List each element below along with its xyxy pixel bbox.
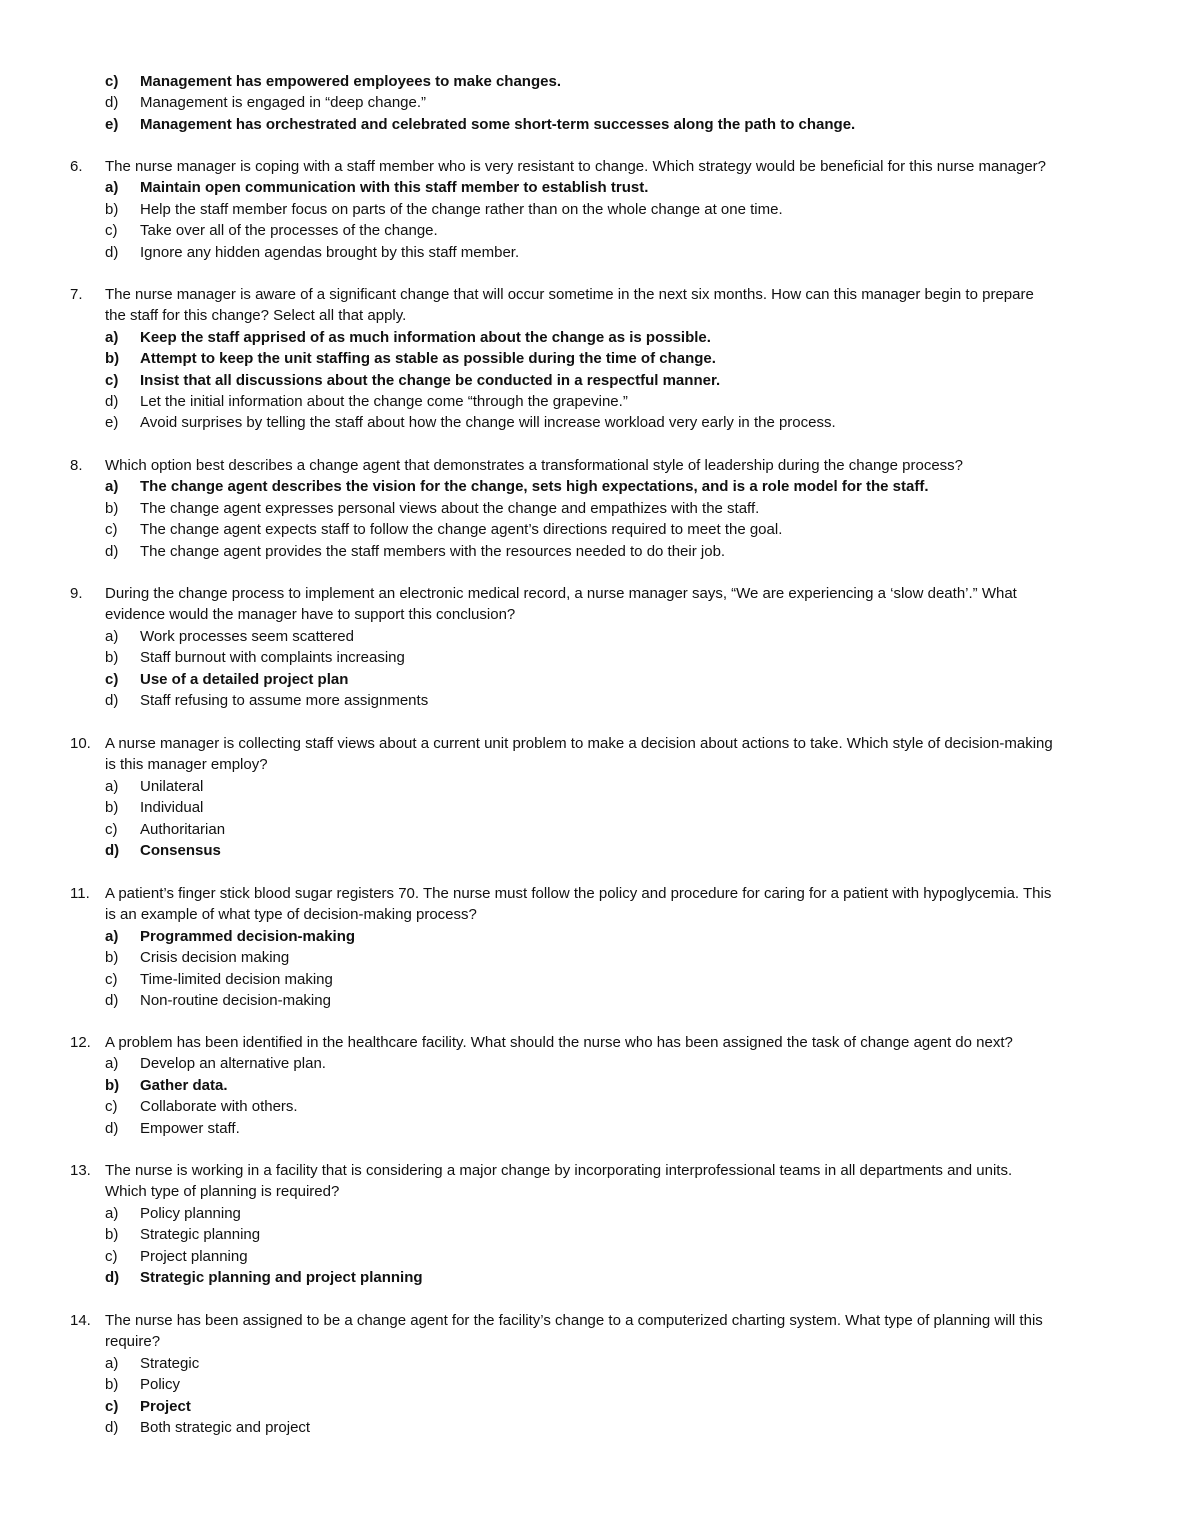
option-letter: c)	[105, 521, 118, 539]
option-text: Take over all of the processes of the change.	[140, 222, 438, 240]
option-letter: a)	[105, 777, 119, 795]
question-5-continuation	[0, 71, 1190, 135]
question-number: 14.	[70, 1312, 91, 1329]
question-number: 13.	[70, 1162, 91, 1179]
option-letter: d)	[105, 841, 120, 859]
option-letter: d)	[105, 991, 119, 1009]
option-letter: d)	[105, 1119, 119, 1137]
option-8a	[0, 476, 1190, 497]
option-8c	[0, 519, 1190, 540]
question-text: Which type of planning is required?	[105, 1183, 340, 1201]
option-letter: c)	[105, 820, 118, 838]
question-text: A problem has been identified in the healthcare facility. What should the nurse who has been assigned the task of change agent do next?	[105, 1034, 1013, 1051]
option-letter: b)	[105, 949, 119, 967]
option-letter: b)	[105, 1076, 120, 1094]
option-letter: a)	[105, 1354, 119, 1372]
option-9c	[0, 669, 1190, 690]
option-text: Insist that all discussions about the change be conducted in a respectful manner.	[140, 371, 721, 389]
option-letter: c)	[105, 73, 119, 90]
question-number: 6.	[70, 158, 83, 175]
question-stem-line	[0, 733, 1190, 754]
option-13d	[0, 1267, 1190, 1288]
option-text: Consensus	[140, 841, 221, 859]
option-letter: b)	[105, 200, 119, 218]
question-text: A nurse manager is collecting staff views about a current unit problem to make a decision about actions to take. Which style of decision-making	[105, 735, 1053, 752]
option-7a	[0, 327, 1190, 348]
option-7d	[0, 391, 1190, 412]
question-stem-line	[0, 904, 1190, 925]
option-letter: d)	[105, 542, 119, 560]
option-11a	[0, 926, 1190, 947]
question-14	[0, 1310, 1190, 1438]
question-stem-line	[0, 1032, 1190, 1053]
option-letter: a)	[105, 328, 119, 346]
question-stem-line	[0, 305, 1190, 326]
option-letter: c)	[105, 1397, 119, 1415]
option-letter: b)	[105, 1376, 119, 1394]
question-stem-line	[0, 1331, 1190, 1352]
option-letter: d)	[105, 94, 119, 112]
option-13a	[0, 1203, 1190, 1224]
question-text: The nurse is working in a facility that is considering a major change by incorporating interprofessional teams in all departments and units.	[105, 1162, 1013, 1179]
question-number: 8.	[70, 457, 83, 474]
option-14a	[0, 1353, 1190, 1374]
option-text: Crisis decision making	[140, 949, 290, 967]
question-stem-line	[0, 1181, 1190, 1202]
option-text: Develop an alternative plan.	[140, 1055, 326, 1073]
option-letter: c)	[105, 222, 118, 240]
question-text: is this manager employ?	[105, 756, 268, 774]
option-6c	[0, 220, 1190, 241]
option-12c	[0, 1096, 1190, 1117]
option-text: Maintain open communication with this staff member to establish trust.	[140, 179, 649, 197]
option-text: The change agent describes the vision for the change, sets high expectations, and is a role model for the staff.	[140, 478, 929, 496]
question-10	[0, 733, 1190, 861]
question-stem-line	[0, 284, 1190, 305]
option-8b	[0, 498, 1190, 519]
question-number: 9.	[70, 585, 83, 602]
option-text: Work processes seem scattered	[140, 627, 354, 645]
question-stem-line	[0, 1160, 1190, 1181]
option-9d	[0, 690, 1190, 711]
question-stem-line	[0, 604, 1190, 625]
question-text: evidence would the manager have to support this conclusion?	[105, 606, 516, 624]
question-9	[0, 583, 1190, 711]
option-text: Empower staff.	[140, 1119, 240, 1137]
option-10c	[0, 819, 1190, 840]
option-text: Strategic planning	[140, 1226, 261, 1244]
option-text: Individual	[140, 799, 204, 817]
option-text: Gather data.	[140, 1076, 228, 1094]
question-text: the staff for this change? Select all that apply.	[105, 307, 407, 325]
option-8d	[0, 541, 1190, 562]
option-text: Authoritarian	[140, 820, 226, 838]
question-stem-line	[0, 455, 1190, 476]
question-stem-line	[0, 883, 1190, 904]
question-12	[0, 1032, 1190, 1139]
question-text: is an example of what type of decision-making process?	[105, 906, 477, 924]
option-letter: b)	[105, 499, 119, 517]
option-13c	[0, 1246, 1190, 1267]
option-12b	[0, 1075, 1190, 1096]
option-text: The change agent expects staff to follow the change agent’s directions required to meet the goal.	[140, 521, 783, 539]
question-stem-line	[0, 1310, 1190, 1331]
option-5d	[0, 92, 1190, 113]
option-text: Management is engaged in “deep change.”	[140, 94, 427, 112]
option-text: Unilateral	[140, 777, 204, 795]
option-text: Management has empowered employees to make changes.	[140, 73, 561, 90]
question-text: The nurse has been assigned to be a change agent for the facility’s change to a computerized charting system. What type of planning will this	[105, 1312, 1043, 1329]
option-text: Programmed decision-making	[140, 927, 356, 945]
option-letter: a)	[105, 927, 119, 945]
question-stem-line	[0, 754, 1190, 775]
option-letter: c)	[105, 371, 119, 389]
option-9b	[0, 647, 1190, 668]
question-text: During the change process to implement an electronic medical record, a nurse manager says, “We are experiencing a ‘slow death’.” What	[105, 585, 1017, 602]
option-text: Use of a detailed project plan	[140, 670, 349, 688]
question-11	[0, 883, 1190, 1011]
option-letter: e)	[105, 414, 119, 432]
option-letter: c)	[105, 1247, 118, 1265]
option-text: Staff burnout with complaints increasing	[140, 649, 405, 667]
option-text: Strategic planning and project planning	[140, 1268, 423, 1286]
option-text: Project	[140, 1397, 191, 1415]
option-14c	[0, 1396, 1190, 1417]
option-letter: a)	[105, 179, 119, 197]
option-text: Staff refusing to assume more assignments	[140, 691, 429, 709]
option-letter: b)	[105, 1226, 119, 1244]
option-12a	[0, 1053, 1190, 1074]
question-7	[0, 284, 1190, 434]
option-letter: c)	[105, 670, 119, 688]
option-5e	[0, 114, 1190, 135]
option-text: The change agent expresses personal views about the change and empathizes with the staff.	[140, 499, 760, 517]
option-letter: a)	[105, 627, 119, 645]
question-number: 12.	[70, 1034, 91, 1051]
option-text: Collaborate with others.	[140, 1098, 298, 1116]
option-letter: d)	[105, 392, 119, 410]
option-12d	[0, 1118, 1190, 1139]
option-text: Ignore any hidden agendas brought by this staff member.	[140, 243, 520, 261]
option-text: Help the staff member focus on parts of the change rather than on the whole change at one time.	[140, 200, 783, 218]
option-letter: b)	[105, 799, 119, 817]
option-letter: c)	[105, 970, 118, 988]
option-6b	[0, 199, 1190, 220]
option-letter: b)	[105, 649, 119, 667]
option-letter: d)	[105, 243, 119, 261]
option-5c	[0, 71, 1190, 92]
question-text: The nurse manager is aware of a significant change that will occur sometime in the next six months. How can this manager begin to prepare	[105, 286, 1034, 303]
option-7e	[0, 412, 1190, 433]
question-number: 11.	[70, 885, 90, 902]
option-letter: d)	[105, 1418, 119, 1436]
option-text: The change agent provides the staff members with the resources needed to do their job.	[140, 542, 726, 560]
option-letter: d)	[105, 691, 119, 709]
option-10a	[0, 776, 1190, 797]
option-text: Let the initial information about the change come “through the grapevine.”	[140, 392, 628, 410]
option-text: Avoid surprises by telling the staff about how the change will increase workload very early in the process.	[140, 414, 836, 432]
question-6	[0, 156, 1190, 263]
option-6a	[0, 177, 1190, 198]
option-11b	[0, 947, 1190, 968]
option-9a	[0, 626, 1190, 647]
option-text: Management has orchestrated and celebrated some short-term successes along the path to change.	[140, 115, 856, 133]
option-text: Attempt to keep the unit staffing as stable as possible during the time of change.	[140, 350, 716, 368]
question-stem-line	[0, 156, 1190, 177]
option-6d	[0, 242, 1190, 263]
option-letter: a)	[105, 1055, 119, 1073]
question-13	[0, 1160, 1190, 1288]
option-letter: b)	[105, 350, 120, 368]
question-text: Which option best describes a change agent that demonstrates a transformational style of leadership during the change process?	[105, 457, 964, 474]
option-text: Keep the staff apprised of as much information about the change as is possible.	[140, 328, 711, 346]
option-text: Project planning	[140, 1247, 248, 1265]
option-text: Non-routine decision-making	[140, 991, 331, 1009]
option-14d	[0, 1417, 1190, 1438]
option-7b	[0, 348, 1190, 369]
option-10b	[0, 797, 1190, 818]
option-10d	[0, 840, 1190, 861]
option-text: Policy	[140, 1376, 181, 1394]
question-stem-line	[0, 583, 1190, 604]
option-7c	[0, 370, 1190, 391]
option-text: Both strategic and project	[140, 1418, 311, 1436]
option-14b	[0, 1374, 1190, 1395]
option-text: Policy planning	[140, 1204, 241, 1222]
option-text: Time-limited decision making	[140, 970, 333, 988]
option-11c	[0, 969, 1190, 990]
question-text: A patient’s finger stick blood sugar registers 70. The nurse must follow the policy and procedure for caring for a patient with hypoglycemia. This	[105, 885, 1052, 902]
option-letter: d)	[105, 1268, 120, 1286]
question-number: 7.	[70, 286, 83, 303]
question-text: The nurse manager is coping with a staff member who is very resistant to change. Which strategy would be beneficial for this nurse manager?	[105, 158, 1047, 175]
question-number: 10.	[70, 735, 91, 752]
option-text: Strategic	[140, 1354, 200, 1372]
option-11d	[0, 990, 1190, 1011]
option-letter: a)	[105, 478, 119, 496]
option-13b	[0, 1224, 1190, 1245]
option-letter: c)	[105, 1098, 118, 1116]
option-letter: e)	[105, 115, 119, 133]
option-letter: a)	[105, 1204, 119, 1222]
question-8	[0, 455, 1190, 562]
question-text: require?	[105, 1333, 161, 1351]
